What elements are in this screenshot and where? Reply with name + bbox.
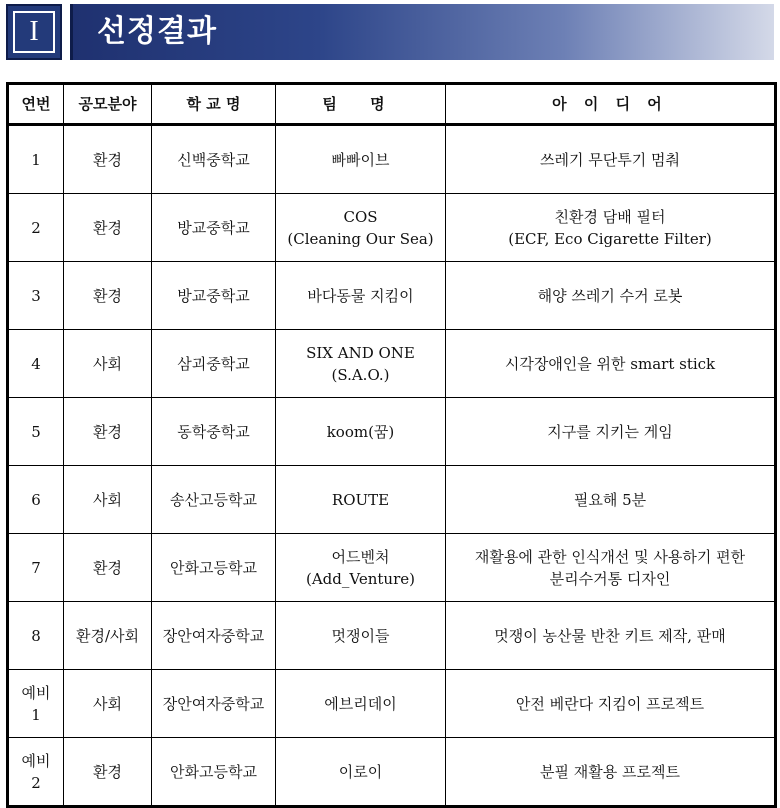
team-name: 빠빠이브 (331, 150, 390, 169)
cell-team (276, 194, 446, 262)
cell-school: 동학중학교 (152, 398, 276, 466)
header-school: 학 교 명 (152, 84, 276, 125)
reserve-number: 1 (31, 705, 41, 724)
cell-team (276, 398, 446, 466)
header-number: 연번 (8, 84, 64, 125)
cell-number (8, 670, 64, 738)
idea-text: 분필 재활용 프로젝트 (540, 762, 680, 781)
cell-school: 장안여자중학교 (152, 602, 276, 670)
idea-text: 시각장애인을 위한 smart stick (504, 354, 716, 373)
cell-number (8, 738, 64, 807)
cell-field: 사회 (64, 466, 152, 534)
cell-team (276, 262, 446, 330)
idea-text: 필요해 5분 (573, 490, 647, 509)
cell-idea (446, 738, 776, 807)
cell-team (276, 738, 446, 807)
cell-idea (446, 398, 776, 466)
reserve-label: 예비 (21, 683, 51, 702)
cell-idea (446, 125, 776, 194)
section-number-box (6, 4, 62, 60)
cell-number: 7 (8, 534, 64, 602)
cell-number: 6 (8, 466, 64, 534)
idea-text: 멋쟁이 농산물 반찬 키트 제작, 판매 (494, 626, 726, 645)
table-row (8, 125, 776, 194)
idea-text-sub: (ECF, Eco Cigarette Filter) (508, 229, 712, 248)
section-number: I (13, 11, 55, 53)
cell-school: 신백중학교 (152, 125, 276, 194)
idea-text: 지구를 지키는 게임 (547, 422, 673, 441)
cell-idea (446, 262, 776, 330)
team-name: 바다동물 지킴이 (307, 286, 414, 305)
cell-field: 환경/사회 (64, 602, 152, 670)
table-row (8, 398, 776, 466)
team-name-sub: (S.A.O.) (331, 365, 390, 384)
table-row (8, 534, 776, 602)
section-header (6, 4, 774, 60)
team-name: koom(꿈) (326, 422, 395, 441)
header-team: 팀 명 (276, 84, 446, 125)
table-row (8, 262, 776, 330)
cell-field: 환경 (64, 534, 152, 602)
idea-text: 안전 베란다 지킴이 프로젝트 (515, 694, 705, 713)
table-row (8, 602, 776, 670)
cell-field: 환경 (64, 125, 152, 194)
cell-idea (446, 602, 776, 670)
table-row (8, 466, 776, 534)
cell-idea (446, 466, 776, 534)
idea-text: 친환경 담배 필터 (554, 207, 666, 226)
cell-team (276, 670, 446, 738)
team-name: COS (343, 207, 378, 226)
cell-idea (446, 534, 776, 602)
table-row (8, 330, 776, 398)
section-title-bar (70, 4, 774, 60)
cell-school: 방교중학교 (152, 262, 276, 330)
cell-team (276, 466, 446, 534)
reserve-label: 예비 (21, 751, 51, 770)
cell-team (276, 330, 446, 398)
team-name: ROUTE (331, 490, 390, 509)
cell-number: 3 (8, 262, 64, 330)
team-name: 에브리데이 (324, 694, 397, 713)
cell-field: 환경 (64, 738, 152, 807)
reserve-number: 2 (31, 773, 41, 792)
team-name-sub: (Cleaning Our Sea) (287, 229, 434, 248)
cell-team (276, 534, 446, 602)
table-row (8, 194, 776, 262)
idea-text: 해양 쓰레기 수거 로봇 (537, 286, 683, 305)
table-header-row (8, 84, 776, 125)
cell-field: 환경 (64, 262, 152, 330)
cell-school: 안화고등학교 (152, 738, 276, 807)
team-name: 어드벤처 (331, 547, 390, 566)
cell-school: 삼괴중학교 (152, 330, 276, 398)
cell-field: 환경 (64, 194, 152, 262)
cell-team (276, 602, 446, 670)
cell-school: 송산고등학교 (152, 466, 276, 534)
cell-team (276, 125, 446, 194)
results-table (6, 82, 777, 808)
header-idea: 아 이 디 어 (446, 84, 776, 125)
cell-number: 1 (8, 125, 64, 194)
cell-school: 장안여자중학교 (152, 670, 276, 738)
cell-number: 2 (8, 194, 64, 262)
cell-field: 사회 (64, 670, 152, 738)
idea-text: 쓰레기 무단투기 멈춰 (540, 150, 680, 169)
cell-idea (446, 670, 776, 738)
idea-text-sub: 분리수거통 디자인 (549, 569, 671, 588)
cell-idea (446, 330, 776, 398)
team-name: SIX AND ONE (306, 343, 415, 362)
team-name: 이로이 (338, 762, 383, 781)
idea-text: 재활용에 관한 인식개선 및 사용하기 편한 (474, 547, 746, 566)
cell-school: 안화고등학교 (152, 534, 276, 602)
cell-idea (446, 194, 776, 262)
team-name: 멋쟁이들 (331, 626, 390, 645)
cell-field: 환경 (64, 398, 152, 466)
cell-number: 8 (8, 602, 64, 670)
table-row (8, 670, 776, 738)
section-title: 선정결과 (97, 14, 217, 49)
header-field: 공모분야 (64, 84, 152, 125)
cell-number: 4 (8, 330, 64, 398)
cell-field: 사회 (64, 330, 152, 398)
table-row (8, 738, 776, 807)
cell-school: 방교중학교 (152, 194, 276, 262)
cell-number: 5 (8, 398, 64, 466)
team-name-sub: (Add_Venture) (306, 569, 415, 588)
